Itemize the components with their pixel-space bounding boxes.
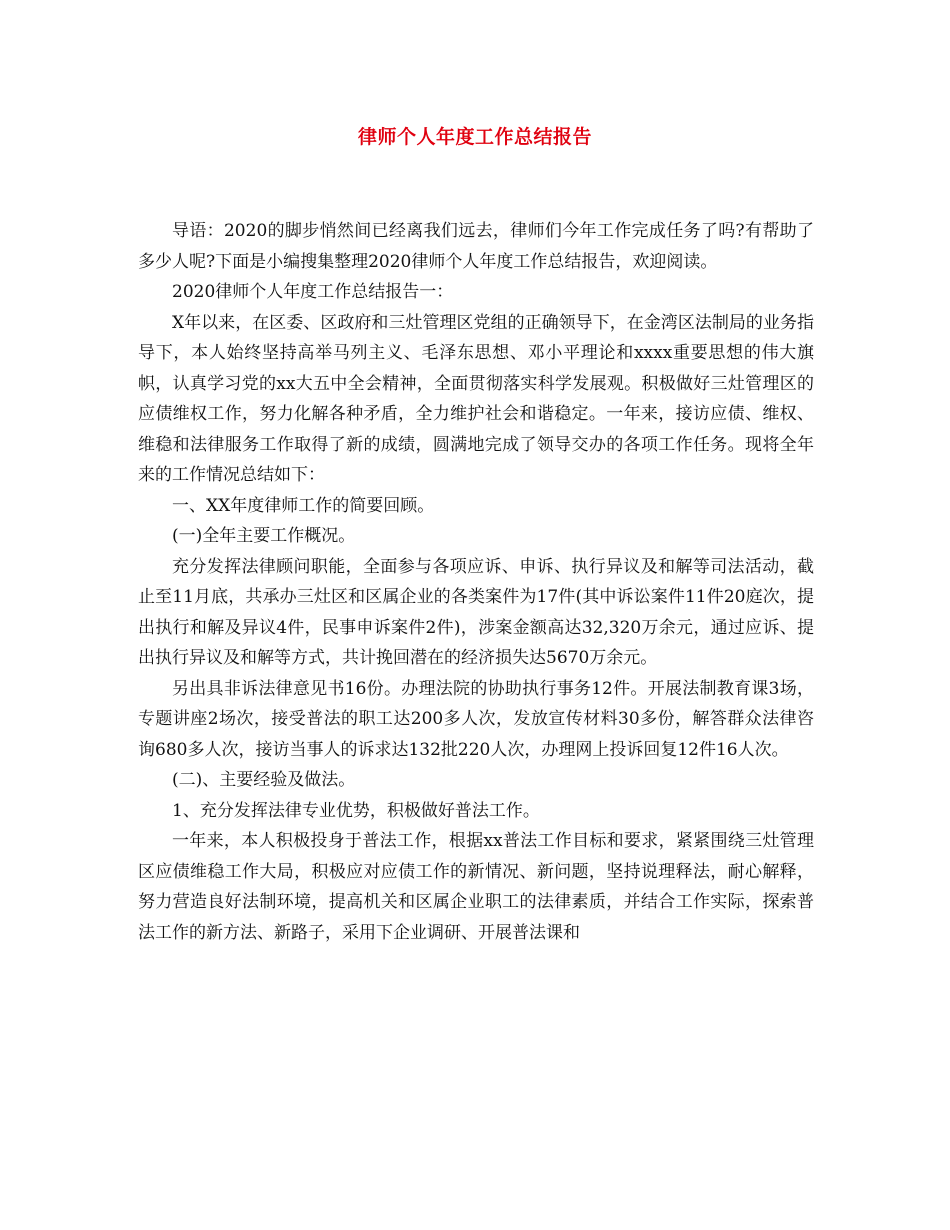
item-heading-1: 1、充分发挥法律专业优势，积极做好普法工作。 bbox=[172, 800, 540, 821]
paragraph-legal-education: 一年来，本人积极投身于普法工作，根据xx普法工作目标和要求，紧紧围绕三灶管理区应债维稳工作大局，积极应对应债工作的新情况、新问题，坚持说理释法，耐心解释，努力营造良好法制环境，提高机关和区属企业职工的法律素质，并结合工作实际，探索普法工作的新方法、新路子，采用下企业调研、开展普法课和 bbox=[138, 831, 814, 943]
paragraph-overview: X年以来，在区委、区政府和三灶管理区党组的正确领导下，在金湾区法制局的业务指导下，本人始终坚持高举马列主义、毛泽东思想、邓小平理论和xxxx重要思想的伟大旗帜，认真学习党的xx大五中全会精神，全面贯彻落实科学发展观。积极做好三灶管理区的应债维权工作，努力化解各种矛盾，全力维护社会和谐稳定。一年来，接访应债、维权、维稳和法律服务工作取得了新的成绩，圆满地完成了领导交办的各项工作任务。现将全年来的工作情况总结如下： bbox=[138, 312, 814, 485]
document-title: 律师个人年度工作总结报告 bbox=[357, 126, 592, 148]
paragraph-intro: 导语：2020的脚步悄然间已经离我们远去，律师们今年工作完成任务了吗?有帮助了多少人呢?下面是小编搜集整理2020律师个人年度工作总结报告，欢迎阅读。 bbox=[138, 221, 814, 272]
paragraph-other-work: 另出具非诉法律意见书16份。办理法院的协助执行事务12件。开展法制教育课3场，专题讲座2场次，接受普法的职工达200多人次，发放宣传材料30多份，解答群众法律咨询680多人次，接访当事人的诉求达132批220人次，办理网上投诉回复12件16人次。 bbox=[138, 678, 814, 760]
subsection-heading-2: (二)、主要经验及做法。 bbox=[172, 770, 356, 790]
document-body bbox=[138, 216, 814, 948]
paragraph-cases: 充分发挥法律顾问职能，全面参与各项应诉、申诉、执行异议及和解等司法活动，截止至11月底，共承办三灶区和区属企业的各类案件为17件(其中诉讼案件11件20庭次，提出执行和解及异议4件，民事申诉案件2件)，涉案金额高达32,320万余元，通过应诉、提出执行异议及和解等方式，共计挽回潜在的经济损失达5670万余元。 bbox=[138, 556, 814, 668]
section-heading-1: 一、XX年度律师工作的简要回顾。 bbox=[172, 495, 435, 516]
subsection-heading-1: (一)全年主要工作概况。 bbox=[172, 526, 356, 546]
paragraph-report-heading: 2020律师个人年度工作总结报告一： bbox=[172, 282, 454, 302]
